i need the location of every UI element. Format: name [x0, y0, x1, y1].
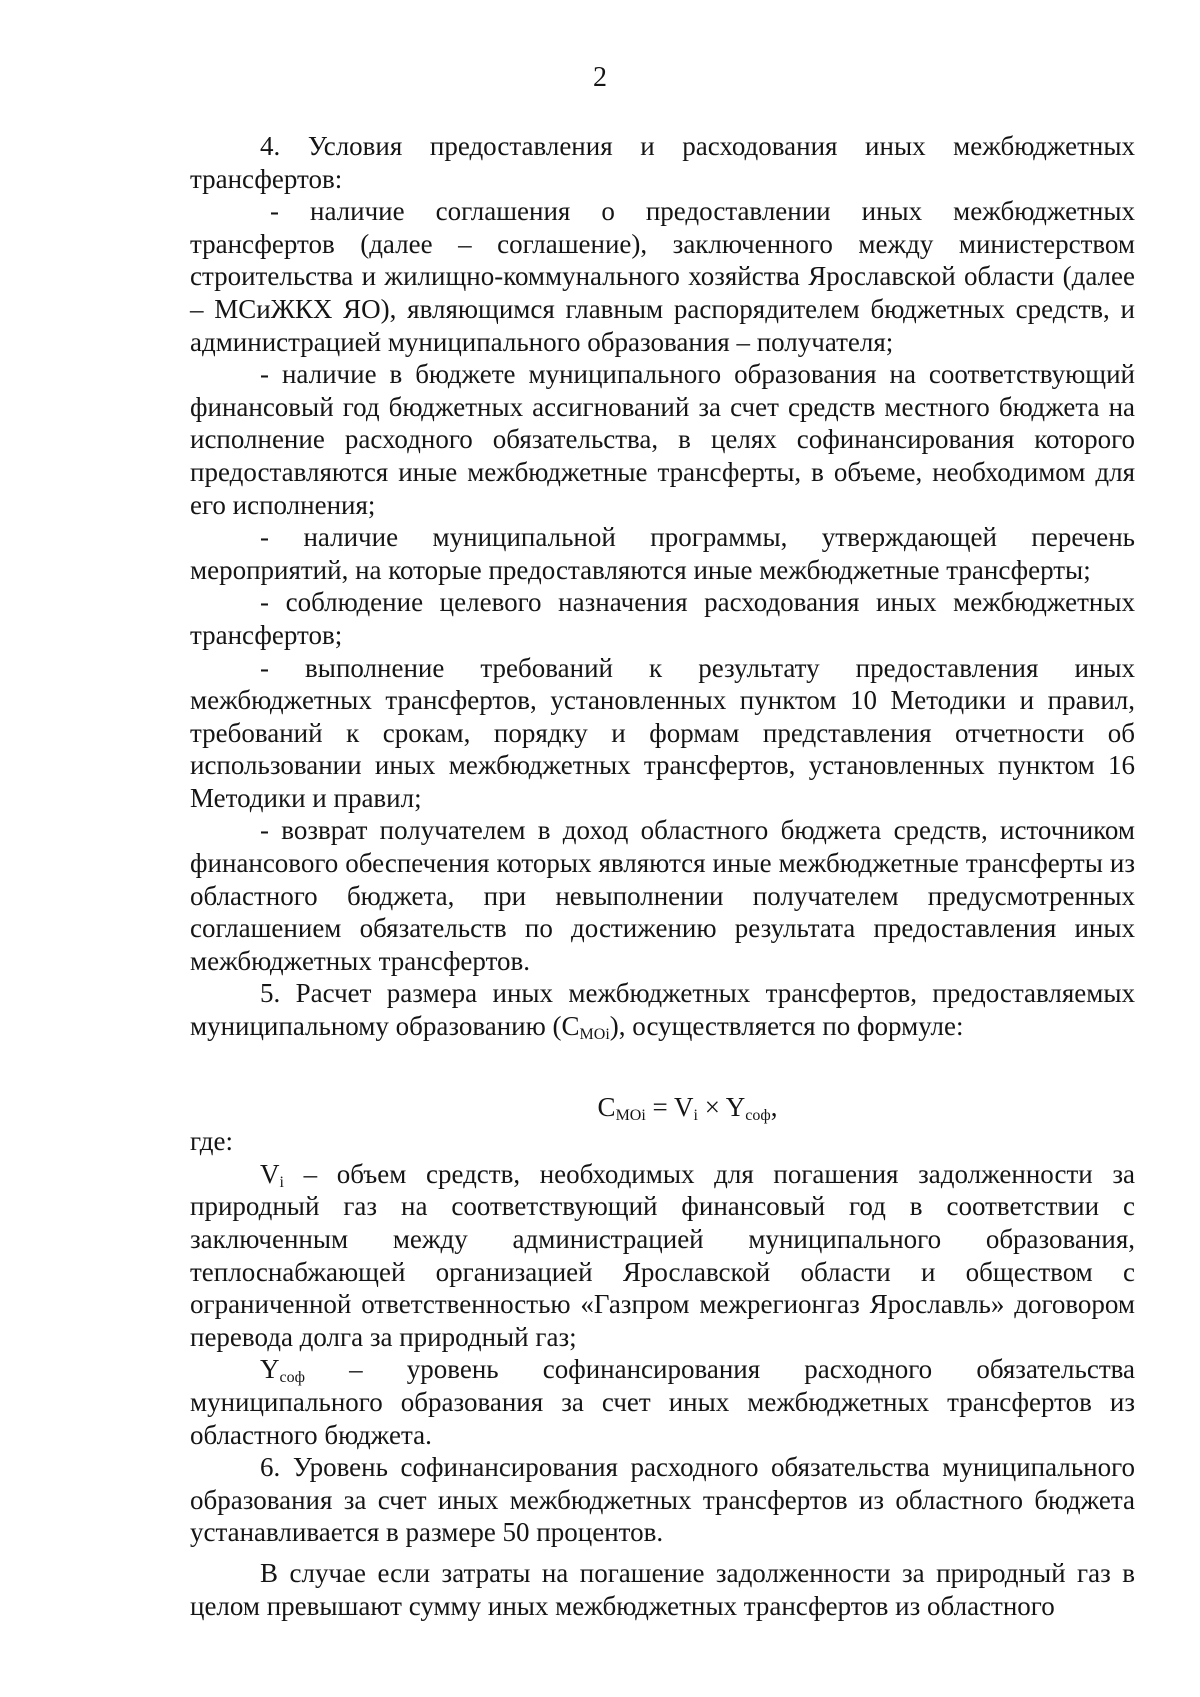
definition-ysof [190, 1353, 1135, 1451]
vi-definition-text: – объем средств, необходимых для погашения задолженности за природный газ на соответствующий финансовый год в соответствии с заключенным между администрацией муниципального образования, теплоснабжающей организацией Ярославской области и обществом с ограниченной ответственностью «Газпром межрегионгаз Ярославль» договором перевода долга за природный газ; [190, 1158, 1135, 1352]
page-number: 2 [593, 62, 607, 93]
y-symbol: Y [260, 1354, 280, 1385]
condition-item-requirements: - выполнение требований к результату предоставления иных межбюджетных трансфертов, установленных пунктом 10 Методики и правил, требований к срокам, порядку и формам представления отчетности об использовании иных межбюджетных трансфертов, установленных пунктом 16 Методики и правил; [190, 652, 1135, 813]
condition-item-target-use: - соблюдение целевого назначения расходования иных межбюджетных трансфертов; [190, 587, 1135, 650]
section-5-subscript: МОi [579, 1026, 610, 1044]
vi-subscript: i [279, 1173, 284, 1191]
formula [190, 1091, 1135, 1124]
section-5-text-b: ), осуществляется по формуле: [609, 1011, 964, 1042]
condition-item-municipal-program: - наличие муниципальной программы, утверждающей перечень мероприятий, на которые предоставляются иные межбюджетные трансферты; [190, 522, 1135, 585]
vi-symbol: V [260, 1158, 280, 1189]
section-4-heading: 4. Условия предоставления и расходования иных межбюджетных трансфертов: [190, 131, 1135, 194]
condition-item-agreement: - наличие соглашения о предоставлении иных межбюджетных трансфертов (далее – соглашение), заключенного между министерством строительства и жилищно-коммунального хозяйства Ярославской области (далее – МСиЖКХ ЯО), являющимся главным распорядителем бюджетных средств, и администрацией муниципального образования – получателя; [190, 196, 1135, 357]
formula-lhs: С [597, 1091, 616, 1122]
condition-item-budget-allocation: - наличие в бюджете муниципального образования на соответствующий финансовый год бюджетных ассигнований за счет средств местного бюджета на исполнение расходного обязательства, в целях софинансирования которого предоставляются иные межбюджетные трансферты, в объеме, необходимом для его исполнения; [190, 359, 1135, 520]
formula-tail: , [770, 1091, 778, 1122]
condition-item-refund: - возврат получателем в доход областного бюджета средств, источником финансового обеспечения которых являются иные межбюджетные трансферты из областного бюджета, при невыполнении получателем предусмотренных соглашением обязательств по достижению результата предоставления иных межбюджетных трансфертов. [190, 815, 1135, 976]
where-label: где: [190, 1126, 233, 1157]
section-5-text-a: 5. Расчет размера иных межбюджетных трансфертов, предоставляемых муниципальному образованию (С [190, 978, 1135, 1042]
y-definition-text: – уровень софинансирования расходного обязательства муниципального образования за счет иных межбюджетных трансфертов из областного бюджета. [190, 1354, 1135, 1450]
section-5-text [190, 977, 1135, 1042]
definition-vi [190, 1158, 1135, 1354]
formula-eq: = V [645, 1091, 694, 1122]
section-6-text: 6. Уровень софинансирования расходного обязательства муниципального образования за счет иных межбюджетных трансфертов из областного бюджета устанавливается в размере 50 процентов. [190, 1452, 1135, 1548]
formula-y-subscript: соф [745, 1106, 771, 1124]
y-subscript: соф [279, 1369, 305, 1387]
formula-times: × Y [698, 1091, 746, 1122]
section-6-continuation: В случае если затраты на погашение задолженности за природный газ в целом превышают сумму иных межбюджетных трансфертов из областного [190, 1557, 1135, 1621]
formula-v-subscript: i [693, 1106, 698, 1124]
document-body [190, 130, 1135, 1622]
formula-lhs-subscript: МОi [615, 1106, 646, 1124]
